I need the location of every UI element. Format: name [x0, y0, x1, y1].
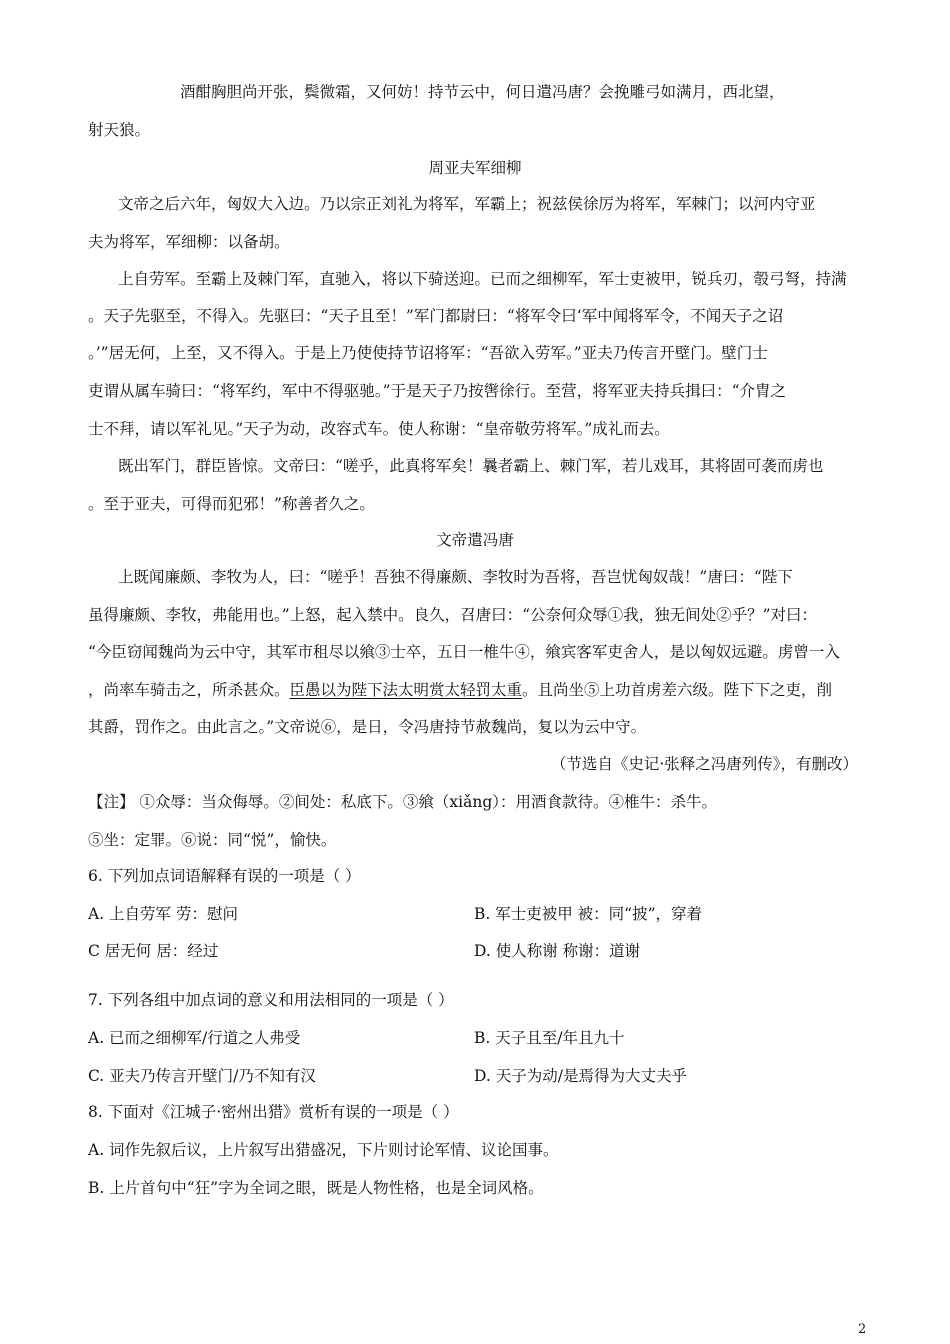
source-citation: （节选自《史记·张释之冯唐列传》，有删改）	[550, 755, 858, 773]
poem-line-1: 酒酣胸胆尚开张，鬓微霜，又何妨！持节云中，何日遣冯唐？会挽雕弓如满月，西北望，	[180, 83, 785, 101]
passage1-p2-line3: 。’”居无何，上至，又不得入。于是上乃使使持节诏将军：“吾欲入劳军。”亚夫乃传言开壁门。壁门士	[88, 344, 768, 362]
passage1-p2-line5: 士不拜，请以军礼见。”天子为动，改容式车。使人称谢：“皇帝敬劳将军。”成礼而去。	[88, 420, 670, 438]
poem-line-2: 射天狼。	[88, 121, 151, 139]
q6-option-d: D. 使人称谢 称谢：道谢	[474, 942, 641, 960]
passage1-p3-line1: 既出军门，群臣皆惊。文帝曰：“嗟乎，此真将军矣！曩者霸上、棘门军，若儿戏耳，其将固可袭而虏也	[118, 457, 824, 475]
q6-option-c: C 居无何 居：经过	[88, 942, 219, 960]
passage1-p2-line1: 上自劳军。至霸上及棘门军，直驰入，将以下骑送迎。已而之细柳军，军士吏被甲，锐兵刃，彀弓弩，持满	[118, 270, 847, 288]
question-7-stem: 7. 下列各组中加点词的意义和用法相同的一项是（ ）	[88, 991, 454, 1009]
question-8-stem: 8. 下面对《江城子·密州出猎》赏析有误的一项是（ ）	[88, 1103, 459, 1121]
underlined-sentence: 臣愚以为陛下法太明赏太轻罚太重	[289, 681, 523, 699]
passage1-title: 周亚夫军细柳	[428, 159, 522, 177]
notes-line-1: 【注】 ①众辱：当众侮辱。②间处：私底下。③飨（xiǎng）：用酒食款待。④椎牛：杀牛。	[88, 793, 718, 811]
question-6-stem: 6. 下列加点词语解释有误的一项是（ ）	[88, 867, 361, 885]
page-number: 2	[858, 1322, 867, 1337]
passage1-p3-line2: 。至于亚夫，可得而犯邪！”称善者久之。	[88, 495, 375, 513]
passage2-line3: “今臣窃闻魏尚为云中守，其军市租尽以飨③士卒，五日一椎牛④，飨宾客军吏舍人，是以匈奴远避。虏曾一入	[88, 643, 840, 661]
passage2-line4-part1: ，尚率车骑击之，所杀甚众。	[88, 681, 290, 699]
passage2-line4	[88, 680, 832, 700]
q7-option-c: C. 亚夫乃传言开壁门/乃不知有汉	[88, 1067, 316, 1085]
passage2-title: 文帝遣冯唐	[436, 531, 514, 549]
q6-option-a: A. 上自劳军 劳：慰问	[88, 905, 238, 923]
passage2-line1: 上既闻廉颇、李牧为人，曰：“嗟乎！吾独不得廉颇、李牧时为吾将，吾岂忧匈奴哉！”唐曰：“陛下	[118, 568, 793, 586]
passage2-line2: 虽得廉颇、李牧，弗能用也。”上怒，起入禁中。良久，召唐曰：“公奈何众辱①我，独无间处②乎？”对曰：	[88, 606, 818, 624]
q8-option-b: B. 上片首句中“狂”字为全词之眼，既是人物性格，也是全词风格。	[88, 1179, 544, 1197]
passage2-line4-part2: 。且尚坐⑤上功首虏差六级。陛下下之吏，削	[522, 681, 833, 699]
q7-option-b: B. 天子且至/年且九十	[474, 1029, 625, 1047]
passage1-p2-line2: 。天子先驱至，不得入。先驱曰：“天子且至！”军门都尉曰：“将军令曰‘军中闻将军令，不闻天子之诏	[88, 307, 784, 325]
q7-option-d: D. 天子为动/是焉得为大丈夫乎	[474, 1067, 687, 1085]
passage1-p2-line4: 吏谓从属车骑曰：“将军约，军中不得驱驰。”于是天子乃按辔徐行。至营，将军亚夫持兵揖曰：“介胄之	[88, 382, 787, 400]
passage1-p1-line2: 夫为将军，军细柳：以备胡。	[88, 233, 290, 251]
q8-option-a: A. 词作先叙后议，上片叙写出猎盛况，下片则讨论军情、议论国事。	[88, 1141, 559, 1159]
q7-option-a: A. 已而之细柳军/行道之人弗受	[88, 1029, 301, 1047]
passage2-line5: 其爵，罚作之。由此言之。”文帝说⑥，是日，令冯唐持节赦魏尚，复以为云中守。	[88, 718, 647, 736]
notes-line-2: ⑤坐：定罪。⑥说：同“悦”，愉快。	[88, 831, 337, 849]
q6-option-b: B. 军士吏被甲 被：同“披”，穿着	[474, 905, 703, 923]
passage1-p1-line1: 文帝之后六年，匈奴大入边。乃以宗正刘礼为将军，军霸上；祝兹侯徐厉为将军，军棘门；以河内守亚	[118, 195, 816, 213]
